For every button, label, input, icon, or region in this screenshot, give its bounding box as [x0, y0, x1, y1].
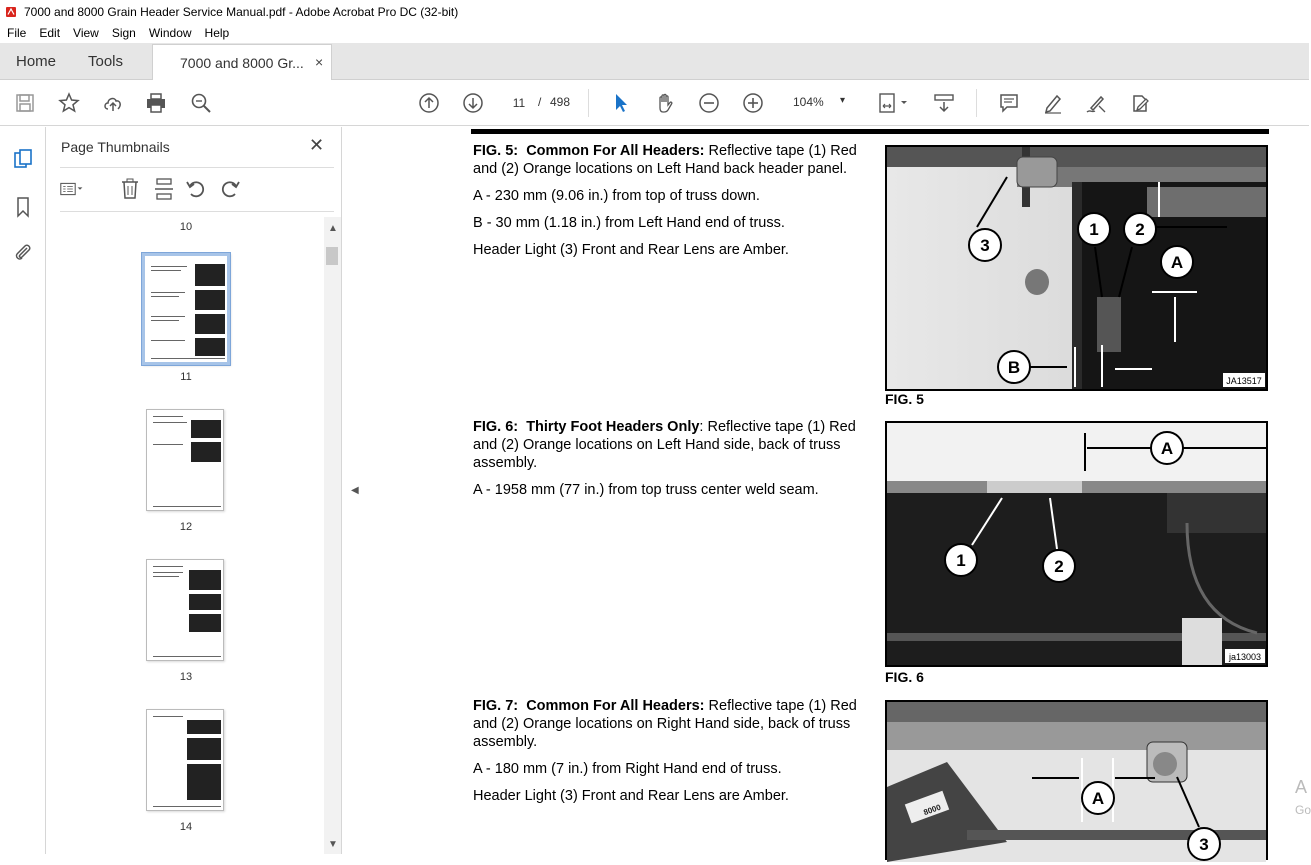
fig6-caption: FIG. 6	[885, 669, 924, 685]
panel-close-icon[interactable]: ✕	[309, 135, 325, 155]
scroll-mode-icon[interactable]	[932, 91, 956, 115]
zoom-level-select[interactable]: 104%	[793, 95, 824, 109]
fig6-photo	[885, 421, 1268, 667]
title-bar	[0, 0, 1309, 23]
left-nav-rail	[0, 127, 46, 854]
fig7-heading: FIG. 7:	[473, 698, 519, 714]
fig6-code: ja13003	[1228, 652, 1262, 662]
thumbnail-label: 11	[180, 371, 192, 383]
zoom-out-icon[interactable]	[697, 91, 721, 115]
select-cursor-icon[interactable]	[609, 91, 633, 115]
delete-page-icon[interactable]	[118, 177, 142, 201]
fig7-description	[473, 697, 865, 814]
thumbnail-label: 12	[179, 521, 193, 533]
tab-home[interactable]: Home	[16, 53, 57, 70]
upload-cloud-icon[interactable]	[101, 91, 125, 115]
fig5-callout-a: A	[1170, 253, 1184, 272]
fig5-callout-3: 3	[980, 236, 990, 255]
acrobat-icon	[4, 5, 18, 19]
prev-page-icon[interactable]	[417, 91, 441, 115]
fig6-heading: FIG. 6:	[473, 419, 519, 435]
menu-view[interactable]: View	[73, 26, 99, 40]
fig6-callout-1: 1	[956, 551, 966, 570]
panel-divider	[60, 211, 334, 212]
scroll-up-icon[interactable]: ▲	[328, 223, 338, 234]
menu-sign[interactable]: Sign	[111, 26, 136, 40]
fig6-line-a: A - 1958 mm (77 in.) from top truss center weld seam.	[473, 482, 819, 498]
rotate-left-icon[interactable]	[184, 177, 208, 201]
star-icon[interactable]	[57, 91, 81, 115]
fig5-heading: FIG. 5:	[473, 143, 519, 159]
window-title: 7000 and 8000 Grain Header Service Manual.pdf - Adobe Acrobat Pro DC (32-bit)	[24, 4, 459, 19]
scroll-down-icon[interactable]: ▼	[328, 839, 338, 850]
document-view[interactable]	[365, 127, 1309, 854]
page-number-input[interactable]: 11	[504, 91, 534, 115]
thumbnail-page-11[interactable]	[142, 253, 230, 365]
watermark-line1: A	[1295, 777, 1308, 797]
fig5-heading-rest: Reflective tape (1) Red and (2) Orange locations on Left Hand back header panel.	[473, 143, 857, 177]
tab-document-label: 7000 and 8000 Gr...	[180, 55, 304, 71]
fig7-heading-rest: Reflective tape (1) Red and (2) Orange locations on Right Hand side, back of truss assembly.	[473, 698, 857, 750]
panel-title: Page Thumbnails	[61, 139, 170, 155]
fig5-line-b: B - 30 mm (1.18 in.) from Left Hand end of truss.	[473, 215, 785, 231]
thumbnail-label: 10	[179, 221, 193, 233]
fig5-heading-bold: Common For All Headers:	[526, 143, 705, 159]
page-thumbnails-icon[interactable]	[11, 147, 35, 171]
fig5-photo	[885, 145, 1268, 391]
fig7-callout-a: A	[1091, 789, 1105, 808]
draw-sign-icon[interactable]	[1084, 91, 1108, 115]
rotate-right-icon[interactable]	[218, 177, 242, 201]
fig5-callout-2: 2	[1135, 220, 1145, 239]
toolbar-divider	[976, 89, 977, 117]
bookmark-icon[interactable]	[11, 195, 35, 219]
menu-bar	[0, 23, 1309, 43]
tab-close-icon[interactable]: ×	[315, 54, 324, 70]
fig7-sign-text: 8000	[922, 802, 943, 818]
fig5-caption: FIG. 5	[885, 391, 924, 407]
page-total: 498	[550, 95, 571, 109]
fig5-line-c: Header Light (3) Front and Rear Lens are Amber.	[473, 242, 789, 258]
attachment-icon[interactable]	[11, 240, 35, 264]
tab-tools[interactable]: Tools	[88, 53, 124, 70]
fig7-line-b: Header Light (3) Front and Rear Lens are Amber.	[473, 788, 789, 804]
save-icon[interactable]	[13, 91, 37, 115]
fig6-callout-a: A	[1160, 439, 1174, 458]
fig7-callout-3: 3	[1199, 835, 1209, 854]
thumbnail-page-12[interactable]	[146, 409, 224, 511]
fig7-photo	[885, 700, 1268, 860]
page-separator: /	[538, 95, 542, 109]
thumbnail-label: 14	[179, 821, 193, 833]
collapse-arrow-icon[interactable]: ◀	[351, 485, 359, 496]
menu-edit[interactable]: Edit	[39, 26, 61, 40]
page-thumbnails-panel	[46, 127, 342, 854]
page-top-rule	[471, 129, 1269, 134]
edit-pdf-icon[interactable]	[1128, 91, 1152, 115]
fig5-description	[473, 142, 865, 268]
fig5-callout-b: B	[1007, 358, 1021, 377]
toolbar-divider	[588, 89, 589, 117]
menu-window[interactable]: Window	[148, 26, 192, 40]
fig5-code: JA13517	[1226, 376, 1262, 386]
thumbnail-label: 13	[179, 671, 193, 683]
toolbar	[0, 81, 1309, 126]
comment-icon[interactable]	[997, 91, 1021, 115]
thumbnail-list	[46, 213, 324, 854]
zoom-dropdown-icon[interactable]: ▾	[840, 95, 846, 106]
fig6-callout-2: 2	[1054, 557, 1064, 576]
fig7-heading-bold: Common For All Headers:	[526, 698, 705, 714]
panel-divider	[60, 167, 334, 168]
print-icon[interactable]	[144, 91, 168, 115]
zoom-in-icon[interactable]	[741, 91, 765, 115]
thumbnail-scrollbar[interactable]	[324, 217, 341, 854]
hand-tool-icon[interactable]	[653, 91, 677, 115]
next-page-icon[interactable]	[461, 91, 485, 115]
tab-bar	[0, 43, 1309, 80]
highlight-pen-icon[interactable]	[1041, 91, 1065, 115]
menu-file[interactable]: File	[7, 26, 27, 40]
fig5-callout-1: 1	[1089, 220, 1099, 239]
thumbnail-options-icon[interactable]	[60, 177, 84, 201]
fit-page-icon[interactable]	[876, 91, 912, 115]
thumbnail-page-14[interactable]	[146, 709, 224, 811]
thumbnail-page-13[interactable]	[146, 559, 224, 661]
fig6-heading-bold: Thirty Foot Headers Only	[526, 419, 700, 435]
tab-document[interactable]	[152, 44, 332, 80]
panel-collapse-handle[interactable]	[343, 127, 365, 854]
fig5-line-a: A - 230 mm (9.06 in.) from top of truss down.	[473, 188, 760, 204]
fig6-heading-rest: : Reflective tape (1) Red and (2) Orange locations on Left Hand side, back of truss assembly.	[473, 419, 856, 471]
extract-page-icon[interactable]	[152, 177, 176, 201]
fig7-line-a: A - 180 mm (7 in.) from Right Hand end of truss.	[473, 761, 782, 777]
scrollbar-thumb[interactable]	[326, 247, 338, 265]
watermark-line2: Go	[1295, 803, 1311, 817]
fig6-description	[473, 418, 865, 508]
menu-help[interactable]: Help	[204, 26, 230, 40]
zoom-search-icon[interactable]	[189, 91, 213, 115]
